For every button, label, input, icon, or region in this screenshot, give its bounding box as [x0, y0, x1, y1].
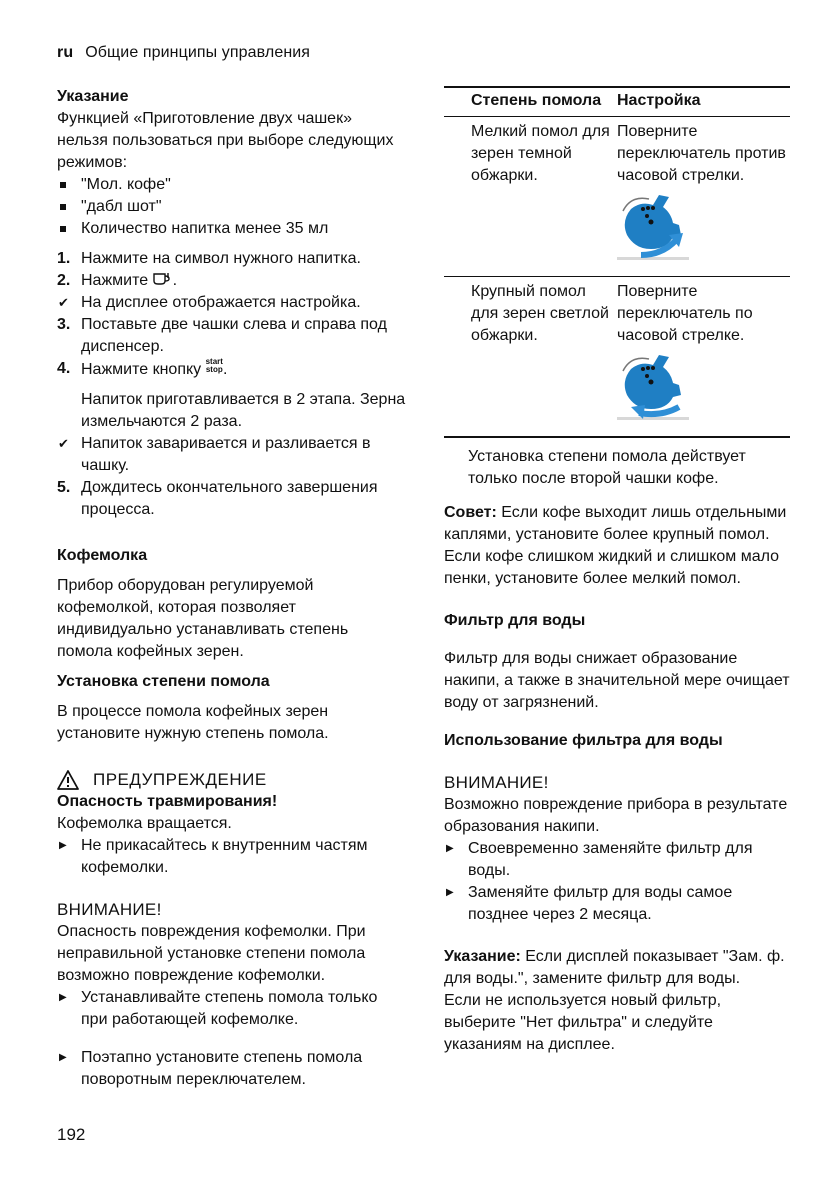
table-cell-grind: Мелкий помол для зерен темной обжарки. — [471, 123, 610, 184]
step-text: Поставьте две чашки слева и справа под диспенсер. — [81, 316, 387, 355]
table-cell-setting — [617, 121, 790, 272]
caution-text: Возможно повреждение прибора в результате образования накипи. — [444, 796, 788, 835]
step-number: 1. — [57, 250, 71, 267]
note-item: "дабл шот" — [57, 196, 407, 218]
action-item: ▶ Поэтапно установите степень помола поворотным переключателем. — [57, 1047, 407, 1091]
grind-table — [444, 86, 790, 438]
filter-heading: Фильтр для воды — [444, 612, 586, 629]
step-3 — [57, 314, 407, 358]
note-heading: Указание — [57, 88, 129, 105]
step-4-note: Напиток приготавливается в 2 этапа. Зерна измельчаются 2 раза. — [81, 391, 406, 430]
page-header — [57, 44, 310, 62]
note-text: Функцией «Приготовление двух чашек» нельзя пользоваться при выборе следующих режимов: — [57, 110, 394, 171]
grinder-knob-ccw-icon — [617, 195, 689, 265]
action-list — [57, 1047, 407, 1091]
note-paragraph — [444, 946, 791, 990]
note-list — [57, 174, 407, 240]
note-text: Если дисплей показывает "Зам. ф. для воды.", замените фильтр для воды. — [444, 948, 785, 987]
note-label: Указание: — [444, 948, 521, 965]
caution-item: ▶ Заменяйте фильтр для воды самое позднее через 2 месяца. — [444, 882, 791, 926]
steps-list — [57, 248, 407, 381]
caution-list — [444, 838, 791, 926]
step-text: Нажмите — [81, 272, 153, 289]
filter-text: Фильтр для воды снижает образование накипи, а также в значительной мере очищает воду от загрязнений. — [444, 650, 790, 711]
result-text: На дисплее отображается настройка. — [81, 294, 361, 311]
table-row — [444, 276, 790, 436]
table-header-row — [444, 88, 790, 116]
left-column — [57, 86, 407, 1091]
warning-subtitle: Опасность травмирования! — [57, 793, 278, 810]
table-header-setting: Настройка — [617, 92, 701, 109]
step-result-1 — [57, 292, 407, 314]
table-row — [444, 116, 790, 276]
after-table-text: Установка степени помола действует только после второй чашки кофе. — [468, 448, 746, 487]
tip-text: Если кофе выходит лишь отдельными каплями, установите более крупный помол. — [444, 504, 787, 543]
warning-text: Кофемолка вращается. — [57, 815, 232, 832]
result-text: Напиток заваривается и разливается в чашку. — [81, 435, 371, 474]
setting-text: В процессе помола кофейных зерен установите нужную степень помола. — [57, 703, 329, 742]
step-5 — [57, 477, 407, 521]
step-tail: . — [222, 361, 228, 378]
step-number: 2. — [57, 272, 71, 289]
caution-item: ▶ Своевременно заменяйте фильтр для воды. — [444, 838, 791, 882]
caution-list — [57, 987, 407, 1031]
step-1 — [57, 248, 407, 270]
step-text: Дождитесь окончательного завершения процесса. — [81, 479, 378, 518]
setting-text: Поверните переключатель против часовой стрелки. — [617, 123, 786, 184]
note-item: Количество напитка менее 35 мл — [57, 218, 407, 240]
warning-title-text: ПРЕДУПРЕЖДЕНИЕ — [93, 770, 267, 789]
page-number: 192 — [57, 1125, 86, 1144]
tip-text-2: Если кофе слишком жидкий и слишком мало пенки, установите более мелкий помол. — [444, 548, 780, 587]
caution-title: ВНИМАНИЕ! — [444, 773, 549, 792]
section-title: Общие принципы управления — [85, 44, 311, 61]
step-text: Нажмите на символ нужного напитка. — [81, 250, 361, 267]
step-result-2 — [57, 433, 407, 477]
note-text-2: Если не используется новый фильтр, выберите "Нет фильтра" и следуйте указаниям на дисплее. — [444, 992, 722, 1053]
step-number: 5. — [57, 479, 71, 496]
step-number: 3. — [57, 316, 71, 333]
setting-heading: Установка степени помола — [57, 673, 270, 690]
grinder-knob-cw-icon — [617, 355, 689, 425]
checkmark-icon: ✔ — [58, 436, 69, 451]
step-2 — [57, 270, 407, 292]
steps-list-continued — [57, 433, 407, 521]
caution-item: ▶ Устанавливайте степень помола только при работающей кофемолке. — [57, 987, 407, 1031]
two-cups-icon — [153, 272, 173, 289]
warning-icon — [57, 770, 79, 790]
right-column — [444, 86, 791, 1056]
tip-label: Совет: — [444, 504, 497, 521]
caution-title: ВНИМАНИЕ! — [57, 900, 162, 919]
table-cell-grind: Крупный помол для зерен светлой обжарки. — [471, 283, 609, 344]
language-code: ru — [57, 44, 74, 61]
use-filter-heading: Использование фильтра для воды — [444, 732, 723, 749]
step-4 — [57, 358, 407, 381]
table-cell-setting — [617, 281, 790, 432]
checkmark-icon: ✔ — [58, 295, 69, 310]
step-tail: . — [172, 272, 178, 289]
grinder-heading: Кофемолка — [57, 547, 148, 564]
grinder-text: Прибор оборудован регулируемой кофемолкой, которая позволяет индивидуально устанавливать степень помола кофейных зерен. — [57, 577, 349, 660]
step-text: Нажмите кнопку — [81, 361, 206, 378]
warning-title — [57, 769, 407, 791]
warning-item: ▶ Не прикасайтесь к внутренним частям кофемолки. — [57, 835, 407, 879]
note-item: "Мол. кофе" — [57, 174, 407, 196]
step-number: 4. — [57, 360, 71, 377]
warning-list — [57, 835, 407, 879]
caution-text: Опасность повреждения кофемолки. При неправильной установке степени помола возможно повреждение кофемолки. — [57, 923, 366, 984]
start-stop-icon: start stop — [205, 357, 223, 374]
table-header-grind: Степень помола — [471, 92, 602, 109]
tip-paragraph — [444, 502, 791, 546]
setting-text: Поверните переключатель по часовой стрелке. — [617, 283, 753, 344]
